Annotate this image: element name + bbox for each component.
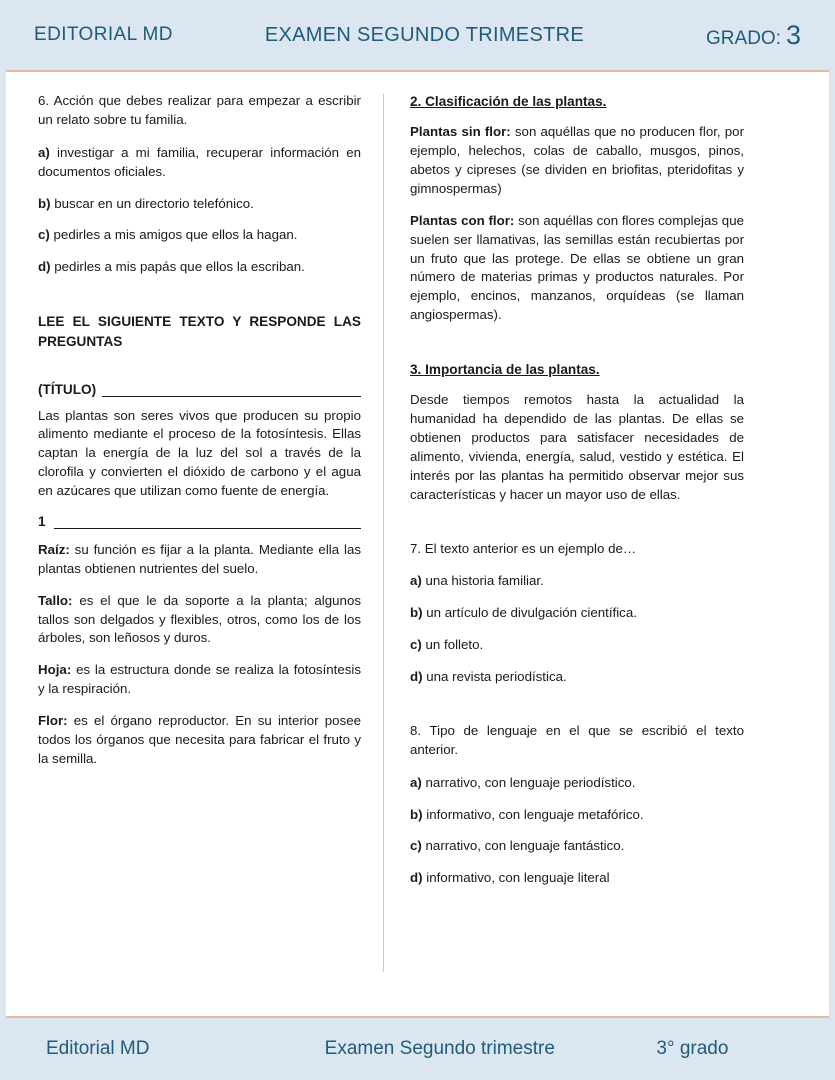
term-label: Plantas con flor:	[410, 212, 515, 228]
option-text: un artículo de divulgación científica.	[426, 605, 637, 621]
grade-block	[706, 20, 801, 51]
question-6-option-c	[38, 226, 361, 245]
spacer	[410, 700, 744, 722]
exam-title: EXAMEN SEGUNDO TRIMESTRE	[264, 23, 584, 46]
question-8-option-b	[410, 806, 744, 825]
title-placeholder-label: (TÍTULO)	[38, 381, 97, 397]
question-8-option-a	[410, 774, 744, 793]
section-3-paragraph: Desde tiempos remotos hasta la actualidad la humanidad ha dependido de las plantas. De ellas se obtienen productos para satisfacer necesidades de alimento, vivienda, energía, salud, vestido y estética. El interés por las plantas ha permitido observar mejor sus características y hacer un mayor uso de ellas.	[410, 392, 744, 502]
question-6-option-b	[38, 195, 361, 214]
plants-with-flower	[410, 212, 744, 325]
question-7-option-c	[410, 636, 744, 655]
footer-exam-title: Examen Segundo trimestre	[324, 1038, 555, 1059]
option-text: pedirles a mis papás que ellos la escriban.	[54, 259, 305, 275]
option-text: pedirles a mis amigos que ellos la hagan.	[53, 227, 298, 243]
term-label: Plantas sin flor:	[410, 124, 511, 140]
write-title-blank[interactable]	[102, 383, 361, 397]
title-blank-line	[38, 382, 361, 397]
page-footer	[6, 1016, 829, 1080]
section-1-number: 1	[38, 513, 46, 529]
term-label: Raíz:	[38, 541, 70, 557]
option-text: buscar en un directorio telefónico.	[54, 195, 254, 211]
question-7-option-d	[410, 668, 744, 687]
reading-instruction: LEE EL SIGUIENTE TEXTO Y RESPONDE LAS PREGUNTAS	[38, 314, 361, 349]
page-header	[6, 0, 829, 72]
option-text: narrativo, con lenguaje fantástico.	[425, 838, 625, 854]
option-letter: d)	[410, 669, 423, 685]
term-label: Tallo:	[38, 592, 73, 608]
write-subtitle-blank[interactable]	[54, 515, 361, 529]
question-6-option-d	[38, 258, 361, 277]
question-6: 6. Acción que debes realizar para empezar a escribir un relato sobre tu familia.	[38, 93, 361, 127]
plants-without-flower	[410, 123, 744, 199]
term-text: es el órgano reproductor. En su interior posee todos los órganos que necesita para fabricar el fruto y la semilla.	[38, 713, 362, 766]
grade-value: 3	[785, 19, 801, 50]
plant-part-flor	[38, 712, 361, 769]
plant-part-raiz	[38, 541, 361, 579]
option-letter: c)	[38, 227, 50, 243]
option-letter: b)	[410, 605, 423, 621]
intro-paragraph: Las plantas son seres vivos que producen su propio alimento mediante el proceso de la fotosíntesis. Ellas captan la energía de la luz del sol a través de la clorofila y convierten el dióxido de carbono y el agua en azúcares que utilizan como fuente de energía.	[38, 407, 361, 499]
option-letter: d)	[38, 259, 51, 275]
spacer	[38, 290, 361, 312]
question-8: 8. Tipo de lenguaje en el que se escribió el texto anterior.	[410, 722, 744, 757]
option-letter: c)	[410, 838, 422, 854]
option-text: un folleto.	[425, 637, 484, 653]
spacer	[410, 338, 744, 360]
footer-grade: 3° grado	[656, 1038, 729, 1059]
question-8-option-d	[410, 869, 744, 888]
right-column	[384, 92, 744, 1002]
section-1-blank	[38, 514, 361, 529]
option-text: informativo, con lenguaje metafórico.	[426, 806, 644, 822]
grade-label: GRADO:	[706, 27, 781, 49]
term-label: Flor:	[38, 713, 68, 729]
option-text: una revista periodística.	[426, 669, 567, 685]
question-6-option-a	[38, 144, 361, 182]
term-text: es el que le da soporte a la planta; algunos tallos son delgados y flexibles, otros, como los de los árboles, son leñosos y duros.	[38, 592, 361, 646]
option-text: informativo, con lenguaje literal	[426, 870, 610, 886]
option-letter: a)	[410, 573, 422, 589]
question-7: 7. El texto anterior es un ejemplo de…	[410, 540, 637, 556]
option-text: investigar a mi familia, recuperar información en documentos oficiales.	[38, 144, 361, 179]
option-letter: a)	[38, 144, 50, 160]
footer-brand: Editorial MD	[46, 1038, 150, 1059]
option-letter: c)	[410, 637, 422, 653]
term-text: es la estructura donde se realiza la fotosíntesis y la respiración.	[38, 662, 361, 697]
term-label: Hoja:	[38, 662, 72, 678]
spacer	[38, 360, 361, 382]
plant-part-hoja	[38, 661, 361, 699]
section-3-title: 3. Importancia de las plantas.	[410, 362, 600, 378]
term-text: su función es fijar a la planta. Mediante ella las plantas obtienen nutrientes del suelo.	[38, 541, 362, 576]
question-7-option-a	[410, 572, 744, 591]
option-letter: b)	[410, 806, 423, 822]
term-text: son aquéllas con flores complejas que suelen ser llamativas, las semillas están recubiertas por un fruto que las protege. De ellas se obtiene un gran número de materias primas y productos naturales. Por ejemplo, encinos, manzanos, orquídeas (se llaman angiospermas).	[410, 212, 744, 323]
question-8-option-c	[410, 837, 744, 856]
option-text: narrativo, con lenguaje periodístico.	[425, 774, 636, 790]
question-7-option-b	[410, 604, 744, 623]
option-letter: b)	[38, 195, 51, 211]
option-letter: d)	[410, 870, 423, 886]
section-2-title: 2. Clasificación de las plantas.	[410, 94, 607, 109]
term-text: son aquéllas que no producen flor, por ejemplo, helechos, colas de caballo, musgos, pinos, abetos y cipreses (se dividen en briofitas, pteridofitas y gimnospermas)	[410, 124, 745, 196]
option-letter: a)	[410, 774, 422, 790]
brand-title: EDITORIAL MD	[34, 24, 173, 45]
page-content	[6, 72, 829, 1002]
spacer	[410, 518, 744, 540]
left-column	[38, 92, 383, 1002]
plant-part-tallo	[38, 592, 361, 649]
option-text: una historia familiar.	[425, 573, 544, 589]
